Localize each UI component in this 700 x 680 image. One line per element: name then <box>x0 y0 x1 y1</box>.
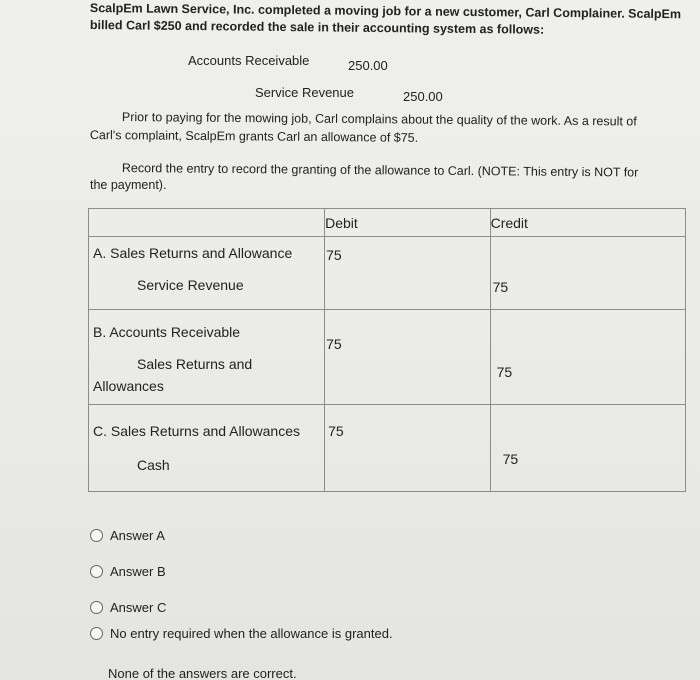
radio-button[interactable] <box>90 529 103 542</box>
option-no-entry[interactable] <box>90 626 393 641</box>
debit-account: A. Sales Returns and Allowance <box>93 245 293 261</box>
table-row <box>89 237 686 310</box>
credit-account-line-1: Sales Returns and <box>137 356 253 372</box>
option-label: Answer C <box>110 600 167 615</box>
option-label: Answer B <box>110 564 166 579</box>
credit-account: Service Revenue <box>137 277 244 293</box>
journal-entry-table <box>88 208 686 492</box>
debit-amount: 75 <box>326 336 342 352</box>
debit-amount: 75 <box>328 423 344 439</box>
credit-amount: 75 <box>496 364 513 380</box>
complaint-line-2: Carl's complaint, ScalpEm grants Carl an allowance of $75. <box>89 127 419 145</box>
option-answer-b[interactable] <box>90 564 166 579</box>
debit-account: C. Sales Returns and Allowances <box>93 423 300 439</box>
credit-header: Credit <box>490 209 685 237</box>
debit-amount: 75 <box>326 247 342 263</box>
table-header-row <box>89 209 686 237</box>
credit-cell <box>490 310 685 405</box>
intro-line-1: ScalpEm Lawn Service, Inc. completed a moving job for a new customer, Carl Complainer. ScalpEm <box>89 0 682 22</box>
credit-amount: 75 <box>492 279 509 295</box>
account-cell <box>89 237 325 310</box>
option-none-correct-clip <box>108 666 408 680</box>
debit-header: Debit <box>325 209 490 237</box>
instruction-line-2: the payment). <box>90 178 167 192</box>
credit-cell <box>490 405 685 492</box>
credit-account: Cash <box>137 457 170 473</box>
debit-cell <box>325 405 490 492</box>
entry-credit-amount: 250.00 <box>403 89 443 104</box>
entry-credit-account: Service Revenue <box>255 85 354 100</box>
complaint-line-1: Prior to paying for the mowing job, Carl complains about the quality of the work. As a result of <box>121 109 637 129</box>
radio-button[interactable] <box>90 601 103 614</box>
debit-cell <box>325 237 490 310</box>
option-answer-c[interactable] <box>90 600 166 615</box>
entry-debit-account: Accounts Receivable <box>188 53 310 68</box>
credit-cell <box>490 237 685 310</box>
option-answer-a[interactable] <box>90 528 165 543</box>
option-label: Answer A <box>110 528 165 543</box>
option-none-correct-label[interactable]: None of the answers are correct. <box>108 666 297 680</box>
account-cell <box>89 405 325 492</box>
entry-debit-amount: 250.00 <box>348 58 388 73</box>
instruction-line-1: Record the entry to record the granting of the allowance to Carl. (NOTE: This entry is NOT for <box>121 160 639 180</box>
debit-cell <box>325 310 490 405</box>
radio-button[interactable] <box>90 627 103 640</box>
credit-account-line-2: Allowances <box>93 378 164 394</box>
account-cell <box>89 310 325 405</box>
debit-account: B. Accounts Receivable <box>93 324 241 340</box>
intro-line-2: billed Carl $250 and recorded the sale in their accounting system as follows: <box>89 17 545 37</box>
account-header-cell <box>89 209 325 237</box>
table-row <box>89 405 686 492</box>
table-row <box>89 310 686 405</box>
option-label: No entry required when the allowance is granted. <box>110 626 393 641</box>
radio-button[interactable] <box>90 565 103 578</box>
credit-amount: 75 <box>502 451 519 467</box>
